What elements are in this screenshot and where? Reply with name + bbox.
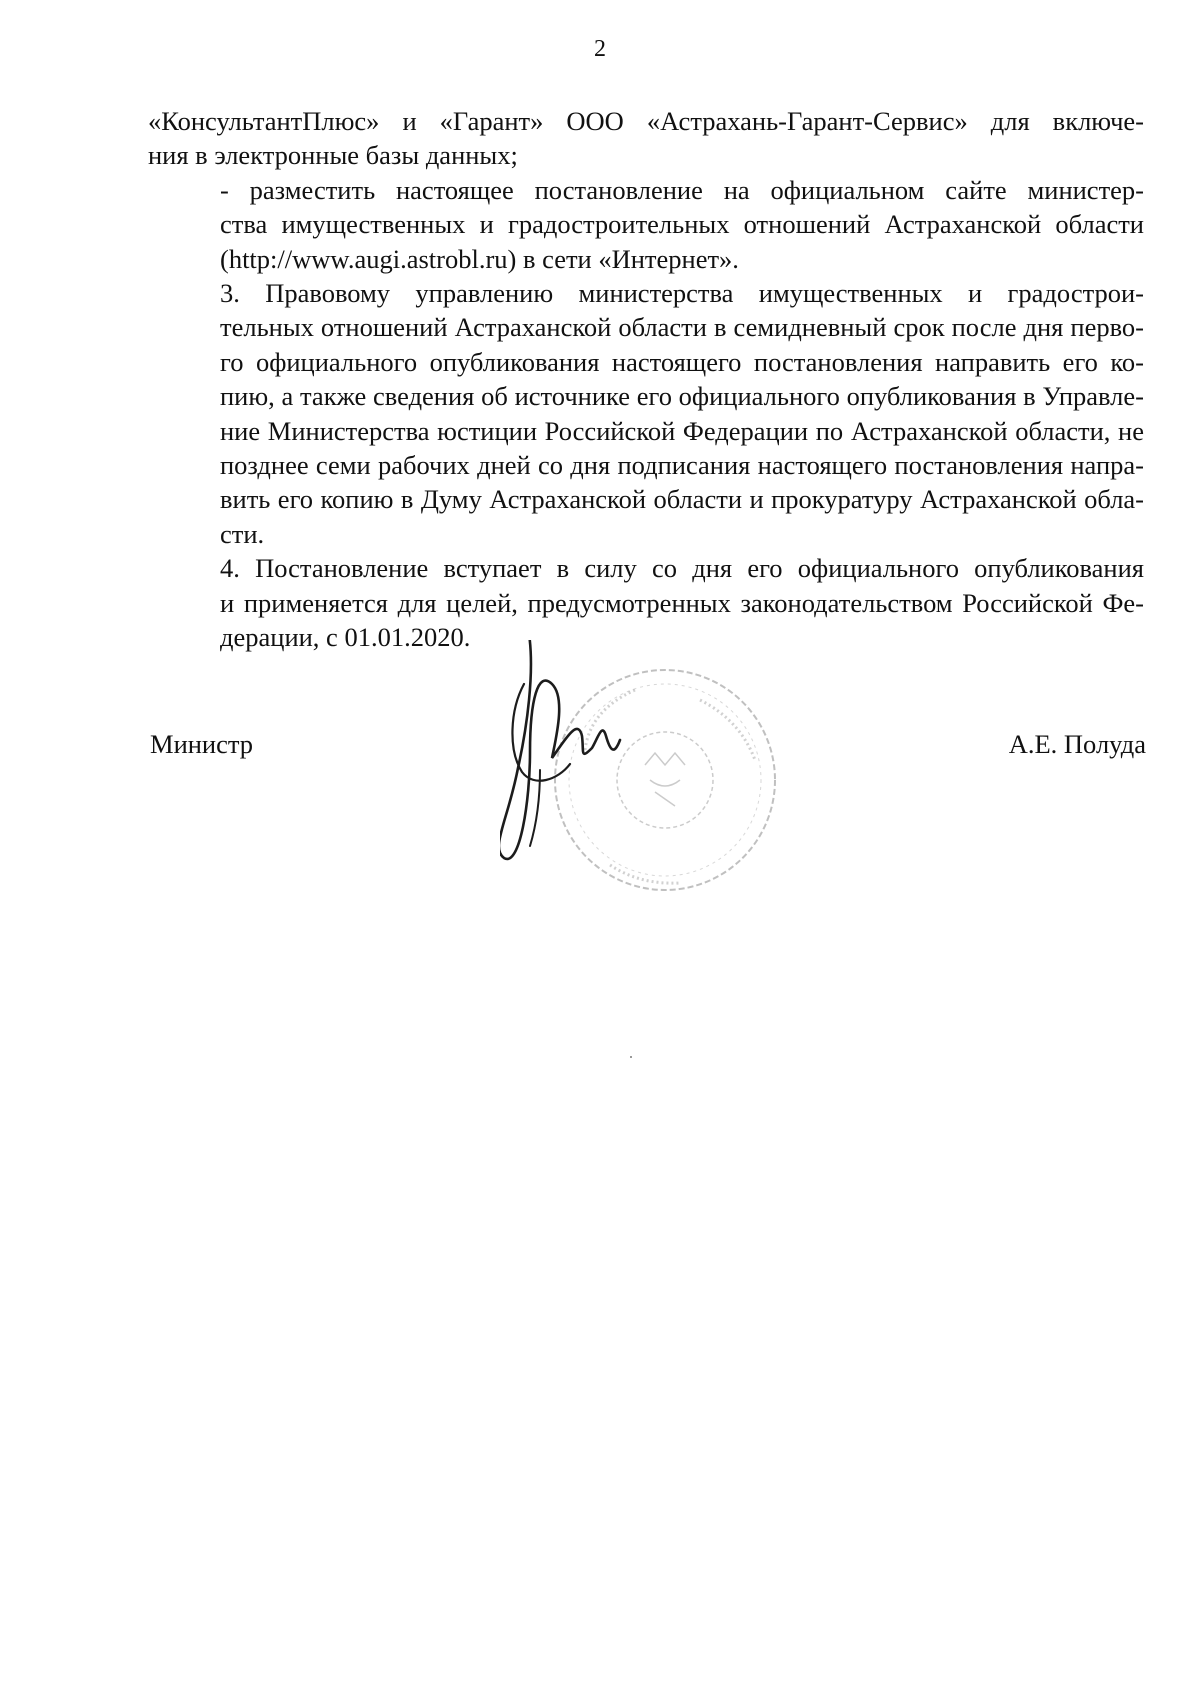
text-line: ния в электронные базы данных;	[148, 140, 518, 171]
paragraph-website	[148, 173, 1144, 276]
paragraph-item-3	[148, 276, 1144, 551]
text-line: и применяется для целей, предусмотренных законодательством Российской Фе-	[220, 587, 1144, 618]
seal-stamp	[500, 640, 800, 940]
text-line: ства имущественных и градостроительных отношений Астраханской области	[220, 209, 1144, 240]
text-line: 3. Правовому управлению министерства имущественных и градострои-	[220, 278, 1144, 309]
text-line: вить его копию в Думу Астраханской области и прокуратуру Астраханской обла-	[220, 484, 1144, 515]
text-line: дерации, с 01.01.2020.	[220, 622, 471, 653]
signatory-title: Министр	[150, 729, 254, 759]
document-body	[148, 104, 1144, 655]
signature-and-seal	[500, 640, 800, 940]
text-line: - разместить настоящее постановление на официальном сайте министер-	[220, 174, 1144, 205]
page-number: 2	[594, 36, 606, 62]
text-line: позднее семи рабочих дней со дня подписания настоящего постановления напра-	[220, 450, 1144, 481]
paragraph-databases	[148, 104, 1144, 173]
text-line: тельных отношений Астраханской области в семидневный срок после дня перво-	[220, 312, 1144, 343]
text-line: 4. Постановление вступает в силу со дня его официального опубликования	[220, 553, 1144, 584]
text-line: ние Министерства юстиции Российской Федерации по Астраханской области, не	[220, 415, 1144, 446]
signatory-name: А.Е. Полуда	[1008, 729, 1146, 759]
scan-artifact	[630, 1056, 632, 1058]
text-line: пию, а также сведения об источнике его официального опубликования в Управле-	[220, 381, 1144, 412]
text-line: сти.	[220, 518, 265, 549]
text-line: го официального опубликования настоящего постановления направить его ко-	[220, 346, 1144, 377]
text-line: (http://www.augi.astrobl.ru) в сети «Интернет».	[220, 243, 739, 274]
text-line: «КонсультантПлюс» и «Гарант» ООО «Астрахань-Гарант-Сервис» для включе-	[148, 106, 1144, 136]
